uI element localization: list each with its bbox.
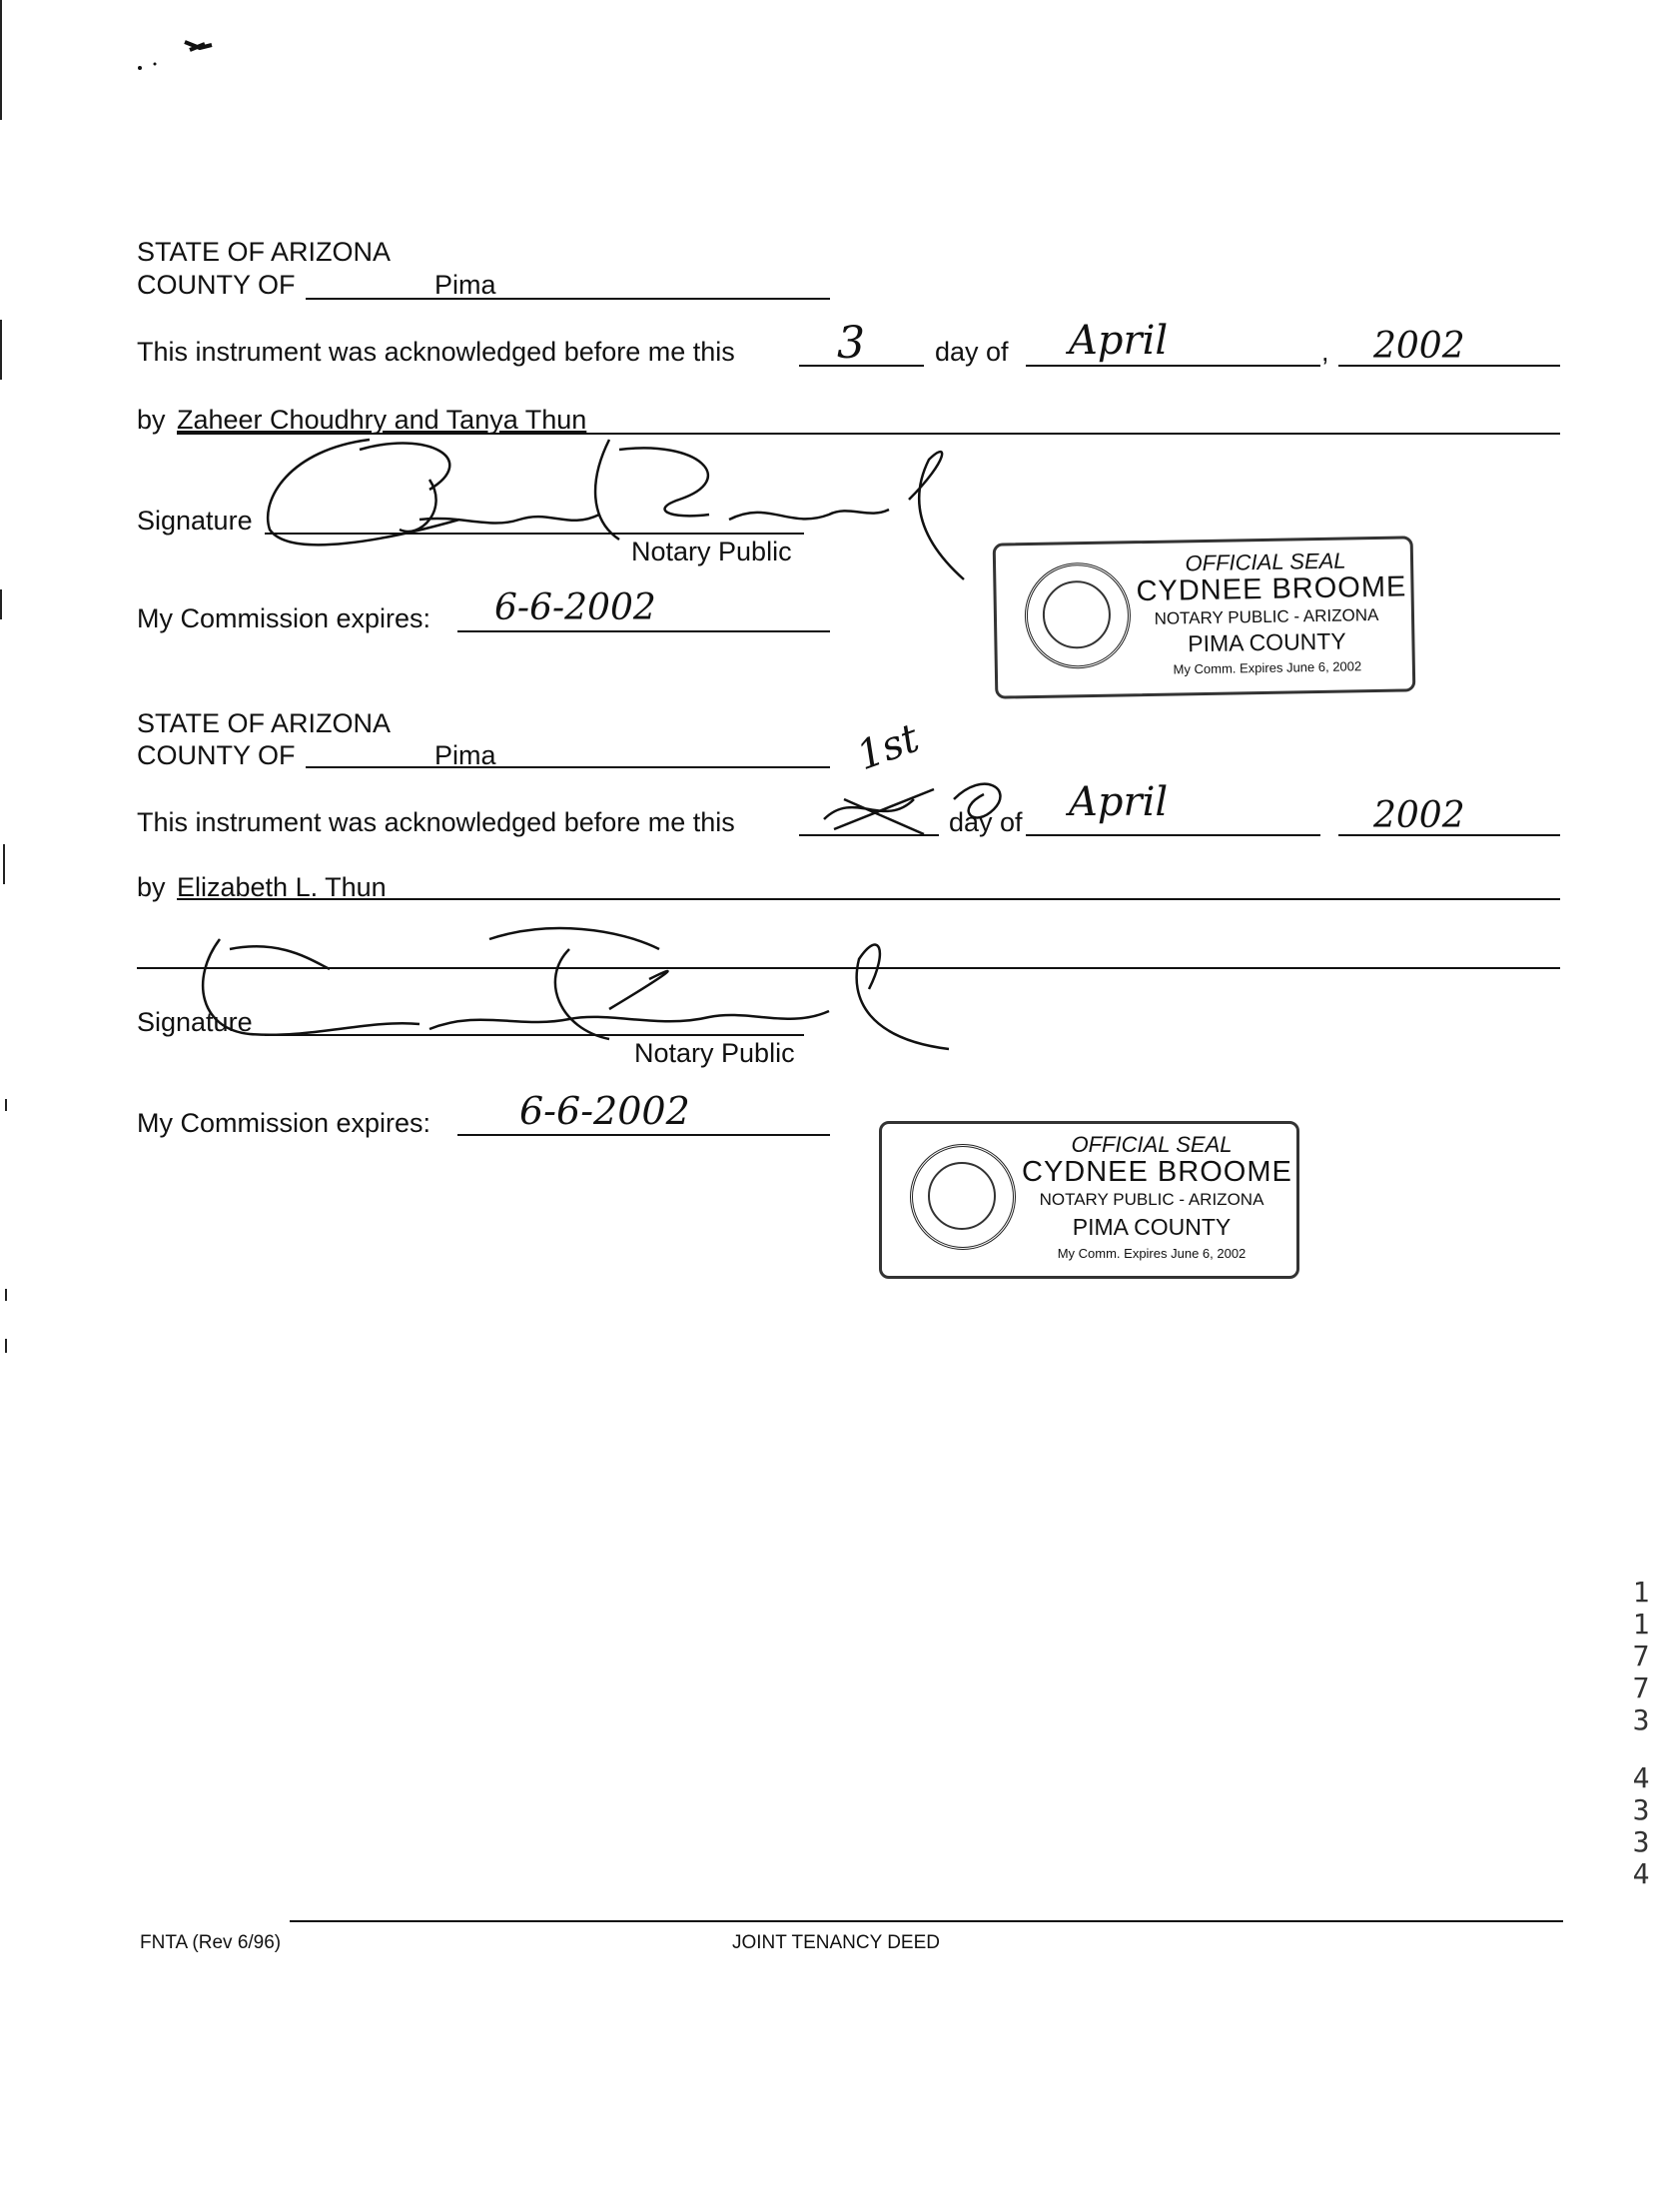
scan-mark	[0, 0, 2, 120]
seal-title: OFFICIAL SEAL	[1185, 548, 1346, 576]
recording-digit: 1	[1632, 1576, 1650, 1609]
day-of-label: day of	[949, 807, 1023, 837]
seal-expires: My Comm. Expires June 6, 2002	[1173, 658, 1362, 677]
recording-digit: 7	[1632, 1640, 1650, 1672]
scan-mark	[0, 589, 2, 619]
official-seal-stamp	[879, 1121, 1299, 1279]
notary-signature	[230, 420, 989, 579]
acknowledged-text: This instrument was acknowledged before me this	[137, 337, 735, 367]
signature-label: Signature	[137, 506, 253, 536]
commission-underline	[457, 630, 830, 632]
official-seal-stamp	[993, 536, 1416, 698]
seal-line1: NOTARY PUBLIC - ARIZONA	[1154, 604, 1379, 628]
county-label: COUNTY OF	[137, 740, 296, 770]
seal-title: OFFICIAL SEAL	[1071, 1132, 1233, 1157]
month-handwritten: April	[1069, 779, 1169, 825]
seal-name: CYDNEE BROOME	[1136, 570, 1407, 608]
seal-line1: NOTARY PUBLIC - ARIZONA	[1039, 1190, 1264, 1209]
notary-public-label: Notary Public	[631, 537, 792, 566]
county-value: Pima	[434, 270, 496, 300]
commission-label: My Commission expires:	[137, 1108, 431, 1138]
scan-mark	[5, 1289, 7, 1301]
commission-underline	[457, 1134, 830, 1136]
scan-mark	[0, 320, 2, 380]
recording-digit: 3	[1632, 1825, 1650, 1858]
commission-label: My Commission expires:	[137, 603, 431, 633]
year-handwritten: 2002	[1373, 326, 1465, 367]
recording-digit: 1	[1632, 1608, 1650, 1641]
signature-label: Signature	[137, 1007, 253, 1037]
document-title: JOINT TENANCY DEED	[732, 1932, 940, 1953]
county-underline	[306, 766, 830, 768]
state-line: STATE OF ARIZONA	[137, 708, 392, 738]
seal-expires: My Comm. Expires June 6, 2002	[1057, 1246, 1247, 1261]
footer-rule	[290, 1920, 1563, 1922]
comma: ,	[1321, 337, 1329, 367]
recording-digit: 3	[1632, 1703, 1650, 1736]
county-value: Pima	[434, 740, 496, 770]
by-name: Elizabeth L. Thun	[177, 872, 387, 902]
seal-line2: PIMA COUNTY	[1072, 1214, 1232, 1240]
county-underline	[306, 298, 830, 300]
recording-digit: 3	[1632, 1793, 1650, 1826]
notary-public-label: Notary Public	[634, 1038, 795, 1068]
recording-digit: 4	[1632, 1761, 1650, 1794]
county-label: COUNTY OF	[137, 270, 296, 300]
seal-line2: PIMA COUNTY	[1187, 627, 1346, 657]
month-underline	[1026, 365, 1320, 367]
recording-number	[1626, 1577, 1656, 1890]
by-underline	[177, 898, 1560, 900]
recording-digit: 4	[1632, 1857, 1650, 1890]
form-id: FNTA (Rev 6/96)	[140, 1932, 282, 1953]
by-name: Zaheer Choudhry and Tanya Thun	[177, 405, 587, 435]
day-handwritten: 1st	[851, 714, 926, 780]
state-line: STATE OF ARIZONA	[137, 237, 392, 267]
acknowledged-text: This instrument was acknowledged before me this	[137, 807, 735, 837]
by-label: by	[137, 872, 166, 902]
recording-digit: 7	[1632, 1671, 1650, 1704]
scan-mark	[3, 844, 5, 884]
month-underline	[1026, 834, 1320, 836]
scan-mark	[5, 1099, 7, 1111]
day-handwritten: 3	[837, 318, 865, 369]
commission-date-handwritten: 6-6-2002	[519, 1089, 690, 1133]
by-label: by	[137, 405, 166, 435]
year-handwritten: 2002	[1373, 795, 1465, 836]
month-handwritten: April	[1069, 318, 1169, 364]
scan-mark	[5, 1339, 7, 1353]
commission-date-handwritten: 6-6-2002	[494, 587, 656, 628]
state-seal-inner	[928, 1162, 996, 1230]
scan-speck	[120, 30, 230, 80]
notary-signature	[190, 919, 949, 1079]
day-of-label: day of	[935, 337, 1009, 367]
seal-name: CYDNEE BROOME	[1022, 1156, 1292, 1188]
